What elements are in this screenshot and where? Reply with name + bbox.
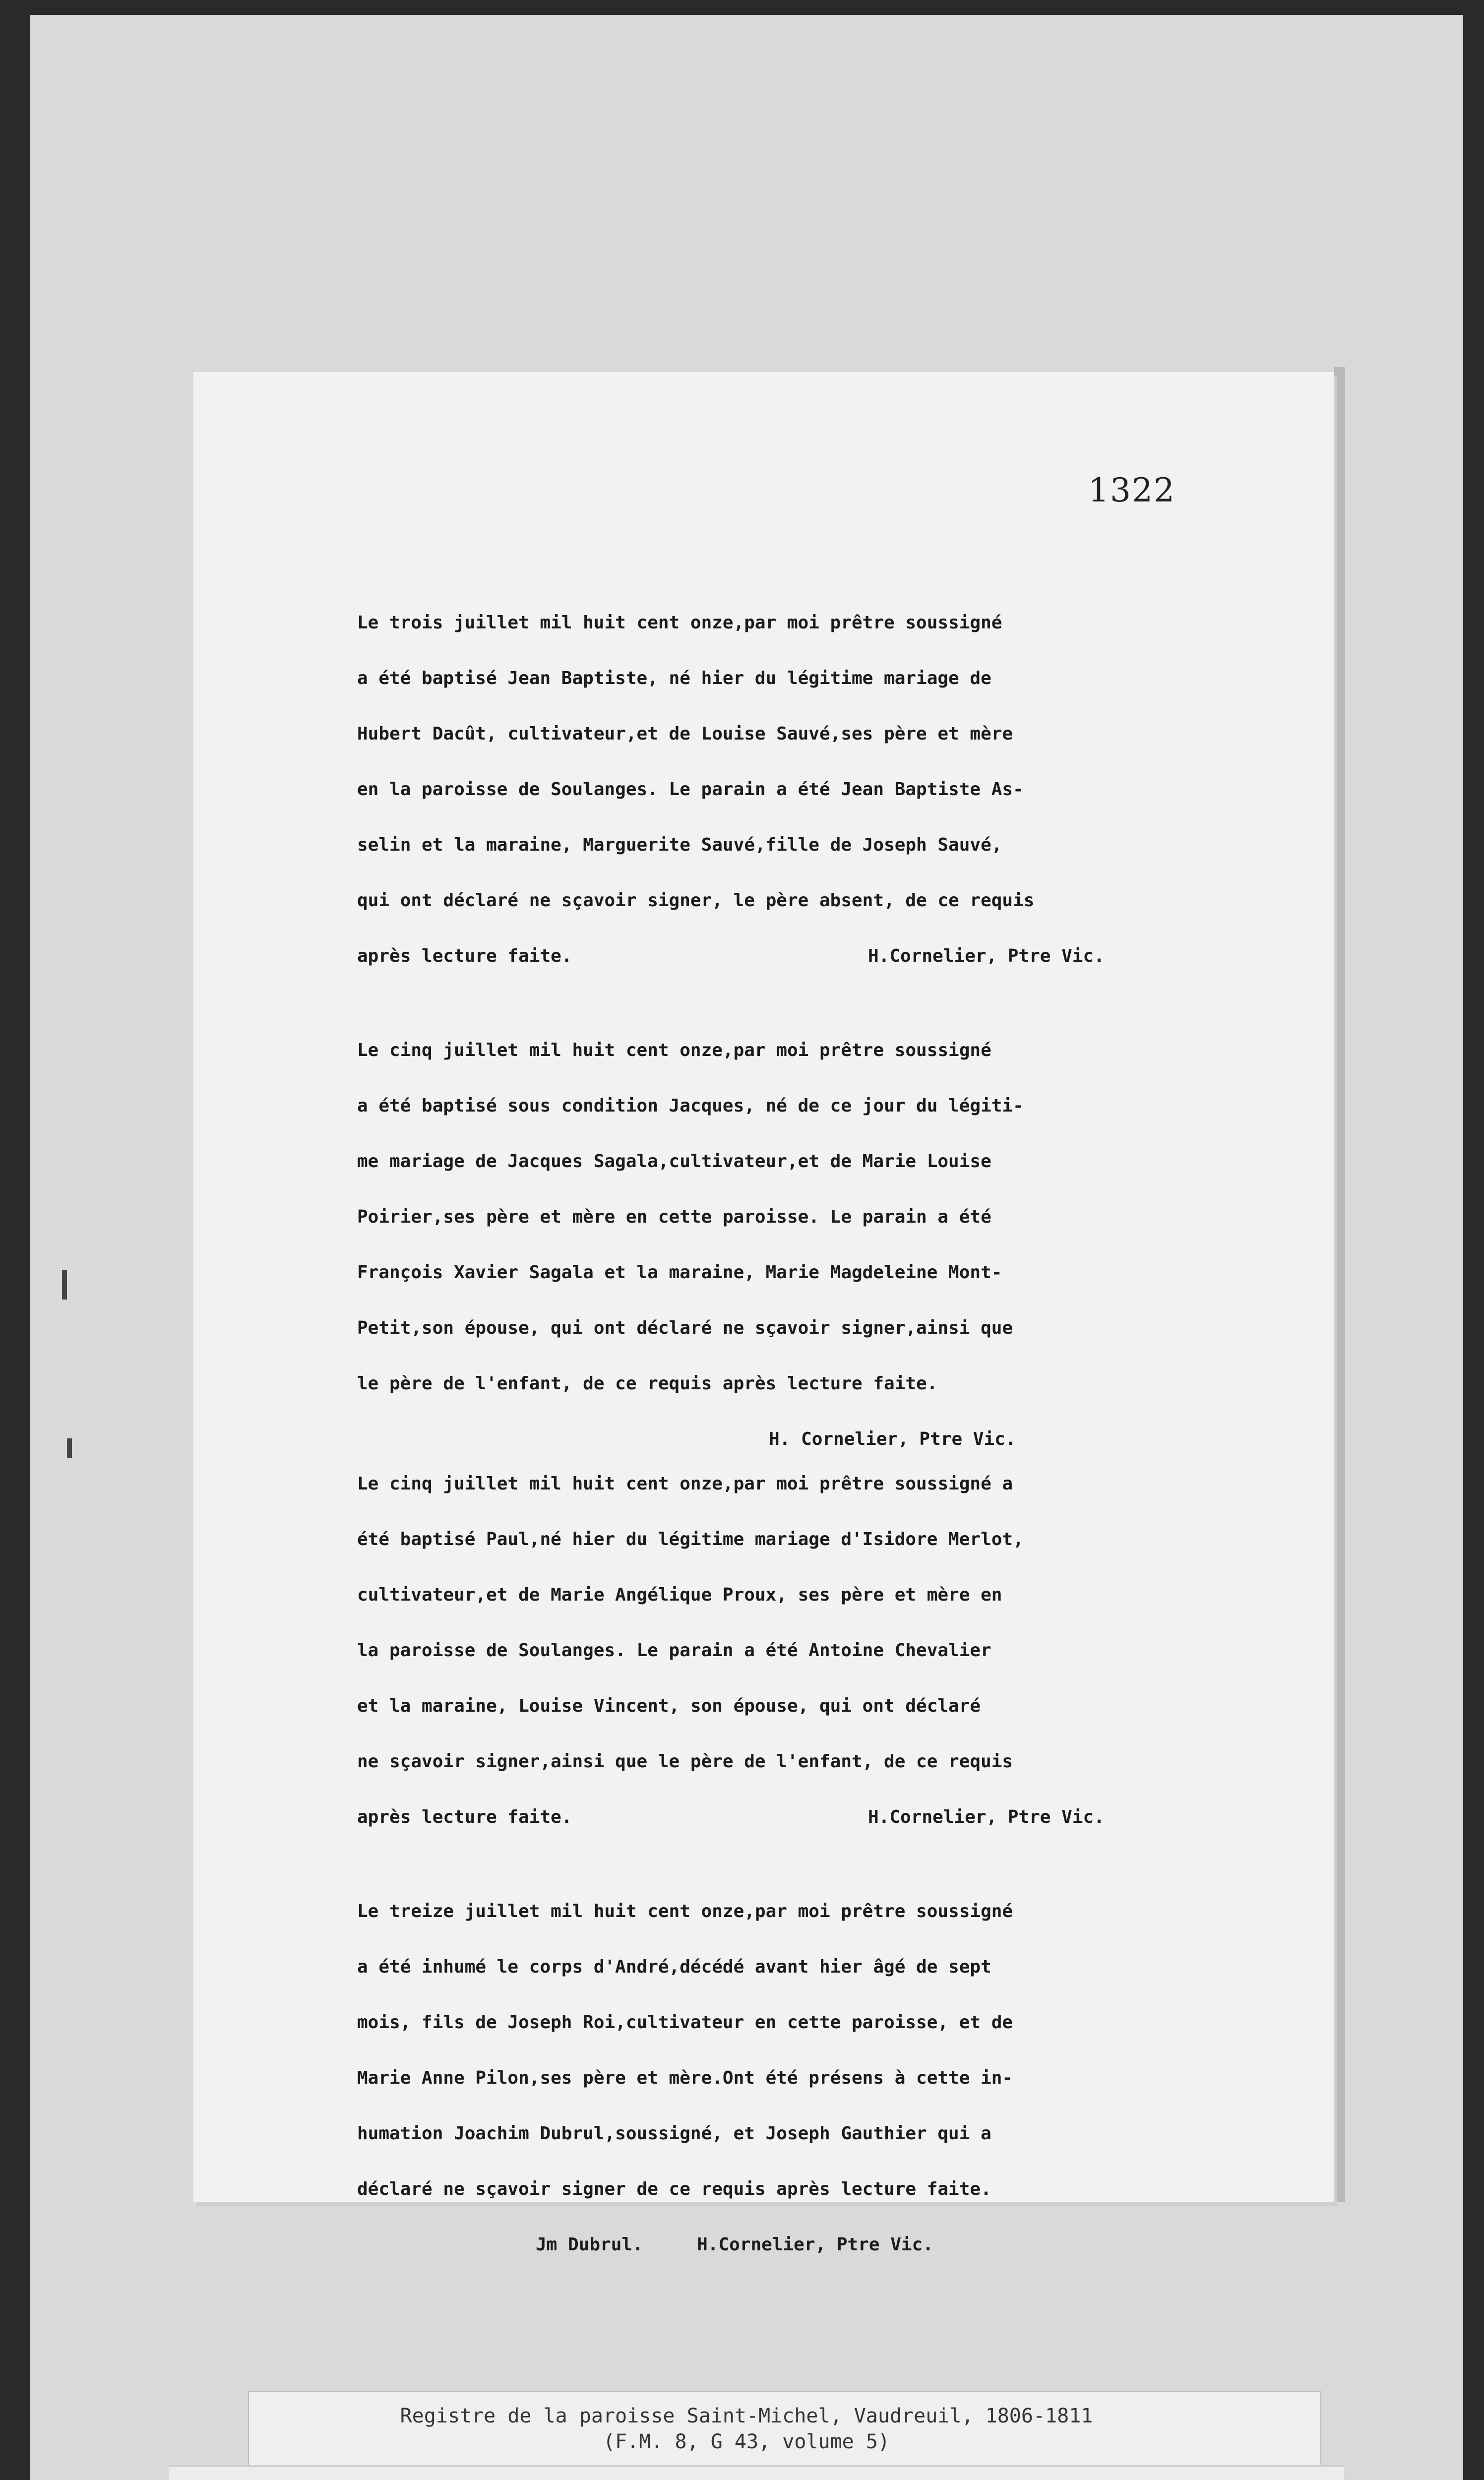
caption-line-2: (F.M. 8, G 43, volume 5) — [603, 2430, 890, 2453]
register-entry-4 — [357, 1884, 1329, 2273]
entry-line: Le cinq juillet mil huit cent onze,par moi prêtre soussigné a — [357, 1474, 1013, 1494]
entry-line: et la maraine, Louise Vincent, son épouse, qui ont déclaré — [357, 1696, 981, 1716]
entry-line: Hubert Dacût, cultivateur,et de Louise Sauvé,ses père et mère — [357, 724, 1013, 744]
entry-line: a été baptisé Jean Baptiste, né hier du légitime mariage de — [357, 668, 991, 688]
entry-line: Poirier,ses père et mère en cette paroisse. Le parain a été — [357, 1207, 991, 1227]
signature: H. Cornelier, Ptre Vic. — [769, 1429, 1016, 1449]
entry-line: Petit,son épouse, qui ont déclaré ne sçavoir signer,ainsi que — [357, 1318, 1013, 1338]
signature: H.Cornelier, Ptre Vic. — [868, 1807, 1105, 1827]
entry-line: François Xavier Sagala et la maraine, Marie Magdeleine Mont- — [357, 1262, 1002, 1283]
entry-line: après lecture faite. — [357, 1807, 572, 1827]
signature: H.Cornelier, Ptre Vic. — [868, 946, 1105, 966]
entry-line: cultivateur,et de Marie Angélique Proux, ses père et mère en — [357, 1585, 1002, 1605]
register-entry-2 — [357, 1023, 1329, 1467]
entry-line: le père de l'enfant, de ce requis après lecture faite. — [357, 1373, 938, 1394]
entry-line: me mariage de Jacques Sagala,cultivateur,et de Marie Louise — [357, 1151, 991, 1172]
entry-line: a été inhumé le corps d'André,décédé avant hier âgé de sept — [357, 1957, 991, 1977]
margin-mark — [62, 1270, 67, 1300]
top-edge — [0, 0, 1484, 6]
entry-line: Marie Anne Pilon,ses père et mère.Ont été présens à cette in- — [357, 2068, 1013, 2088]
entry-line: Le cinq juillet mil huit cent onze,par moi prêtre soussigné — [357, 1040, 991, 1060]
entry-line: la paroisse de Soulanges. Le parain a été Antoine Chevalier — [357, 1640, 991, 1661]
entry-line: qui ont déclaré ne sçavoir signer, le père absent, de ce requis — [357, 890, 1035, 911]
margin-mark — [67, 1438, 72, 1458]
register-page — [193, 372, 1334, 2255]
entry-line: selin et la maraine, Marguerite Sauvé,fille de Joseph Sauvé, — [357, 835, 1002, 855]
register-entries — [357, 595, 1329, 2331]
page-number: 1322 — [1088, 471, 1175, 509]
source-caption — [387, 2403, 1106, 2455]
signature: Jm Dubrul. H.Cornelier, Ptre Vic. — [536, 2234, 933, 2255]
entry-line: été baptisé Paul,né hier du légitime mariage d'Isidore Merlot, — [357, 1529, 1024, 1550]
entry-line: mois, fils de Joseph Roi,cultivateur en cette paroisse, et de — [357, 2012, 1013, 2033]
archive-label-panel — [169, 2465, 1344, 2480]
entry-line: Le treize juillet mil huit cent onze,par moi prêtre soussigné — [357, 1901, 1013, 1922]
entry-line: déclaré ne sçavoir signer de ce requis après lecture faite. — [357, 2179, 991, 2199]
page-shadow — [1334, 367, 1345, 2202]
entry-line: en la paroisse de Soulanges. Le parain a été Jean Baptiste As- — [357, 779, 1024, 800]
entry-line: a été baptisé sous condition Jacques, né de ce jour du légiti- — [357, 1096, 1024, 1116]
entry-line: après lecture faite. — [357, 946, 572, 966]
entry-line: Le trois juillet mil huit cent onze,par moi prêtre soussigné — [357, 613, 1002, 633]
entry-line: humation Joachim Dubrul,soussigné, et Joseph Gauthier qui a — [357, 2123, 991, 2144]
register-entry-1 — [357, 595, 1329, 984]
caption-line-1: Registre de la paroisse Saint-Michel, Vaudreuil, 1806-1811 — [400, 2405, 1093, 2427]
register-entry-3 — [357, 1456, 1329, 1845]
entry-line: ne sçavoir signer,ainsi que le père de l'enfant, de ce requis — [357, 1751, 1013, 1772]
